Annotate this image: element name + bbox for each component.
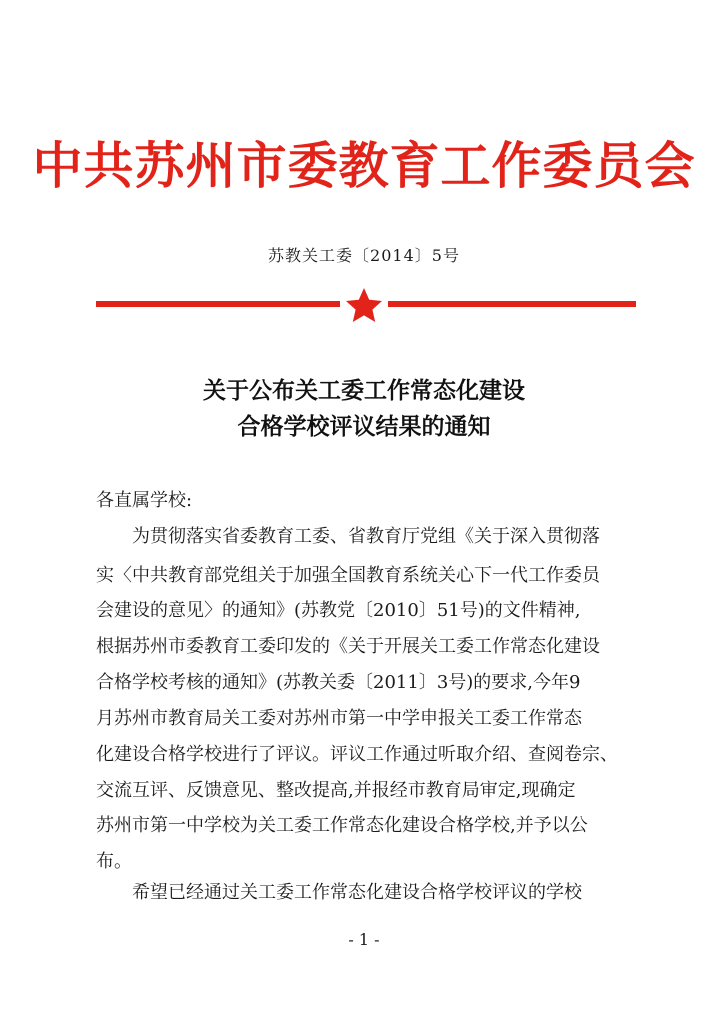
body-line: 苏州市第一中学校为关工委工作常态化建设合格学校,并予以公: [96, 815, 588, 836]
body-line: 交流互评、反馈意见、整改提高,并报经市教育局审定,现确定: [96, 780, 576, 801]
salutation: 各直属学校:: [96, 490, 193, 511]
body-line: 化建设合格学校进行了评议。评议工作通过听取介绍、查阅卷宗、: [96, 744, 618, 765]
issuing-organization-title: 中共苏州市委教育工作委员会: [32, 136, 696, 195]
body-line: 为贯彻落实省委教育工委、省教育厅党组《关于深入贯彻落: [96, 526, 600, 547]
separator-line-left: [96, 301, 340, 307]
notice-heading-line-2: 合格学校评议结果的通知: [237, 413, 491, 440]
page-number: - 1 -: [348, 930, 380, 949]
body-line: 根据苏州市委教育工委印发的《关于开展关工委工作常态化建设: [96, 636, 600, 657]
body-line: 实〈中共教育部党组关于加强全国教育系统关心下一代工作委员: [96, 565, 600, 586]
separator-line-right: [388, 301, 636, 307]
body-line: 希望已经通过关工委工作常态化建设合格学校评议的学校: [96, 882, 582, 903]
notice-heading-line-1: 关于公布关工委工作常态化建设: [203, 377, 525, 404]
body-line: 会建设的意见〉的通知》(苏教党〔2010〕51号)的文件精神,: [96, 600, 581, 621]
document-number: 苏教关工委〔2014〕5号: [268, 246, 460, 265]
body-line: 合格学校考核的通知》(苏教关委〔2011〕3号)的要求,今年9: [96, 672, 581, 693]
body-line: 布。: [96, 851, 132, 872]
body-line: 月苏州市教育局关工委对苏州市第一中学申报关工委工作常态: [96, 708, 582, 729]
star-icon: [346, 288, 382, 322]
red-separator-line: [0, 282, 728, 330]
